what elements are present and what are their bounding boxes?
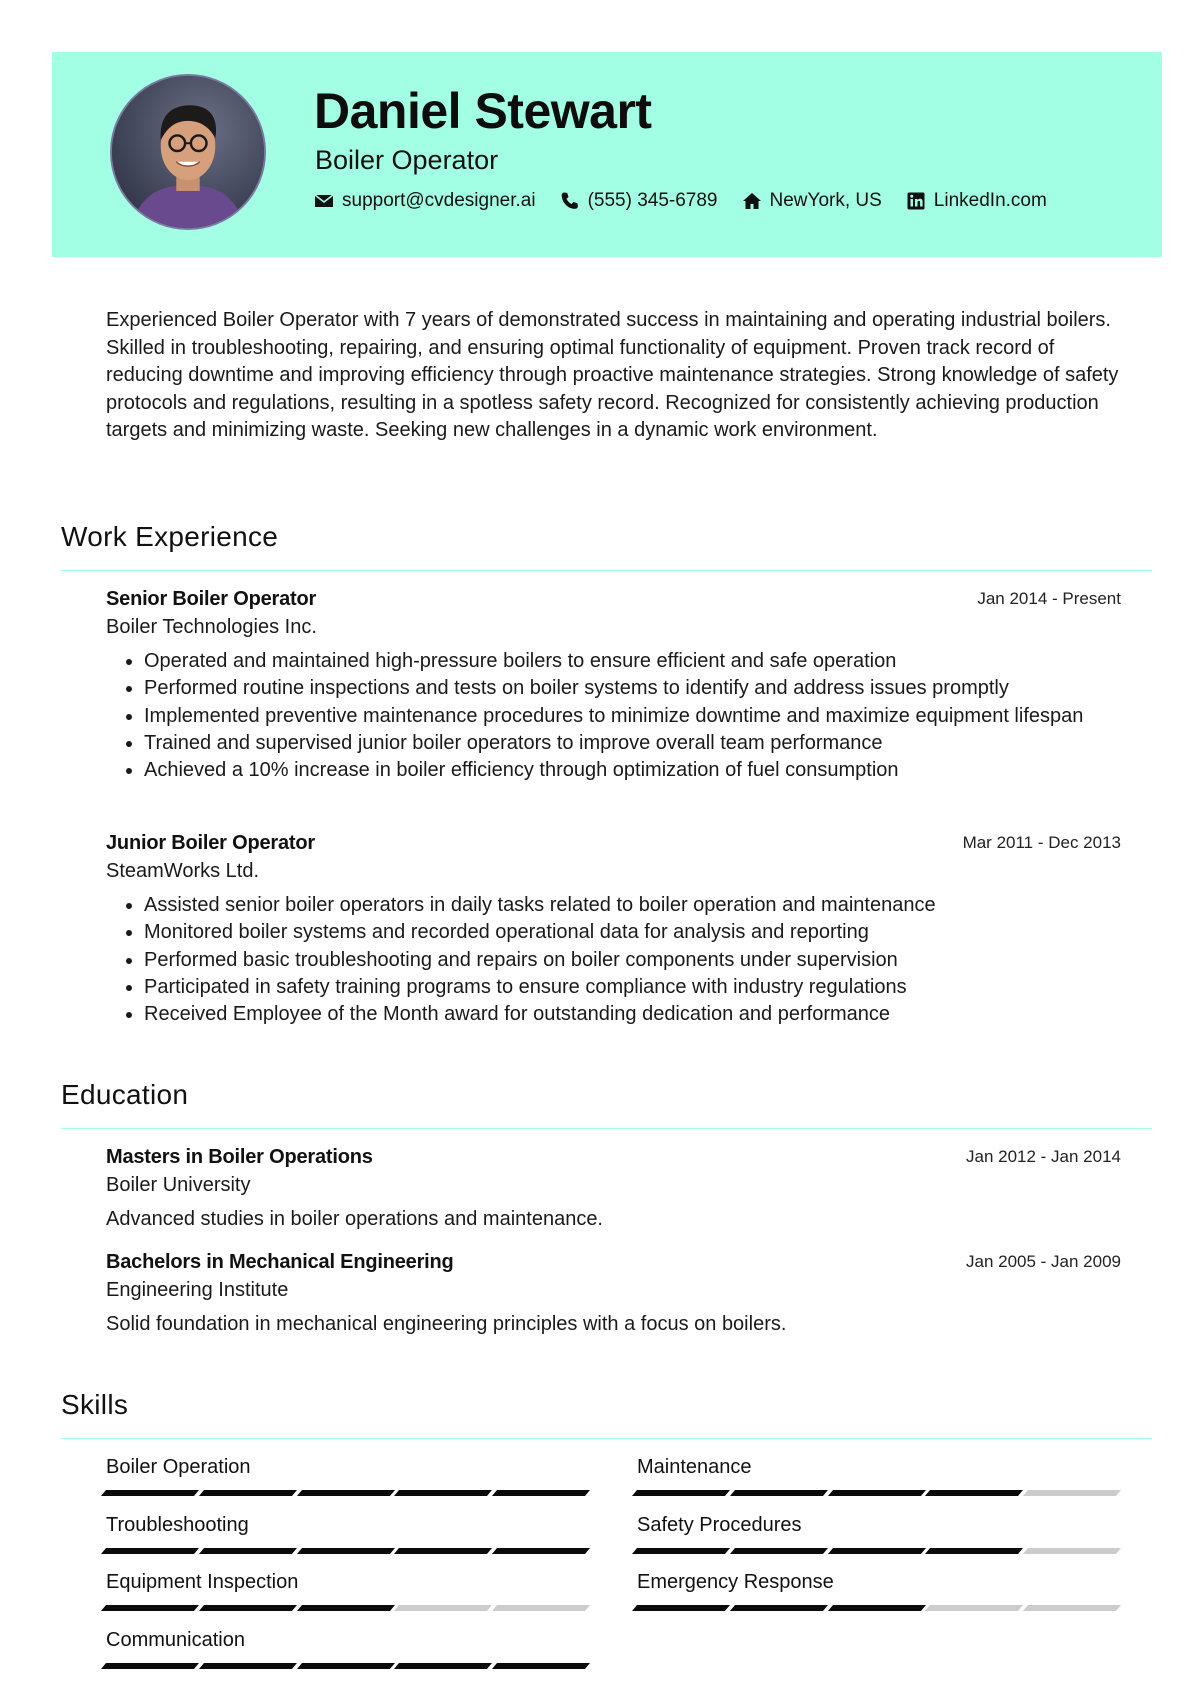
skill-segment-filled [101,1605,199,1611]
list-item: • Received Employee of the Month award for outstanding dedication and performance [144,1001,1121,1028]
skill-segment-filled [632,1490,730,1496]
job-title-text: Junior Boiler Operator [106,832,315,854]
job-bullets [106,648,1121,784]
contact-phone[interactable] [560,190,718,212]
skill-segment-filled [297,1490,395,1496]
list-item: • Participated in safety training programs to ensure compliance with industry regulations [144,974,1121,1001]
skill-segment-filled [199,1490,297,1496]
list-item: • Assisted senior boiler operators in daily tasks related to boiler operation and maintenance [144,892,1121,919]
list-item: • Operated and maintained high-pressure boilers to ensure efficient and safe operation [144,648,1121,675]
skill-name: Troubleshooting [106,1514,249,1536]
skill-segment-filled [730,1548,828,1554]
school-name: Engineering Institute [106,1279,289,1301]
contact-location [742,190,882,212]
education-entry [106,1146,1121,1231]
skill-item [106,1457,590,1496]
skill-level-bar [637,1605,1121,1611]
skill-name: Maintenance [637,1456,752,1478]
skill-segment-filled [297,1548,395,1554]
skill-segment-filled [297,1605,395,1611]
skill-item [106,1572,590,1611]
job-date: Jan 2014 - Present [977,589,1121,608]
section-divider [61,1438,1152,1439]
linkedin-text: LinkedIn.com [933,190,1047,211]
linkedin-icon [906,191,926,211]
education-heading: Education [61,1079,189,1110]
skill-level-bar [106,1548,590,1554]
education-description: Advanced studies in boiler operations and maintenance. [106,1208,603,1230]
degree-text: Masters in Boiler Operations [106,1146,373,1168]
job-entry [106,832,1121,1028]
avatar [110,74,266,230]
skill-segment-filled [199,1663,297,1669]
skill-segment-filled [730,1605,828,1611]
skill-segment-empty [925,1605,1023,1611]
skill-segment-filled [101,1548,199,1554]
profile-summary: Experienced Boiler Operator with 7 years of demonstrated success in maintaining and operating industrial boilers. Skilled in troubleshooting, repairing, and ensuring optimal functionality of equipment. Proven track record of reducing downtime and improving efficiency through proactive maintenance strategies. Strong knowledge of safety protocols and regulations, resulting in a spotless safety record. Recognized for consistently achieving production targets and minimizing waste. Seeking new challenges in a dynamic work environment. [106,309,1119,442]
education-entry [106,1251,1121,1336]
skill-item [637,1457,1121,1496]
skill-segment-filled [394,1663,492,1669]
education-date: Jan 2005 - Jan 2009 [965,1252,1121,1271]
list-item: • Performed routine inspections and tests on boiler systems to identify and address issues promptly [144,675,1121,702]
skill-name: Boiler Operation [106,1456,251,1478]
skill-segment-filled [199,1548,297,1554]
education-description: Solid foundation in mechanical engineering principles with a focus on boilers. [106,1313,787,1335]
work-experience-heading: Work Experience [61,521,279,552]
company-name: Boiler Technologies Inc. [106,616,317,638]
skill-item [637,1515,1121,1554]
job-date: Mar 2011 - Dec 2013 [962,833,1121,852]
skill-level-bar [106,1490,590,1496]
skill-segment-filled [394,1548,492,1554]
skill-segment-filled [828,1605,926,1611]
skill-segment-filled [632,1605,730,1611]
list-item: • Achieved a 10% increase in boiler efficiency through optimization of fuel consumption [144,757,1121,784]
skill-item [106,1630,590,1669]
education-date: Jan 2012 - Jan 2014 [965,1147,1121,1166]
job-title-text: Senior Boiler Operator [106,588,317,610]
skills-heading: Skills [61,1389,129,1420]
skill-name: Equipment Inspection [106,1571,299,1593]
skill-item [637,1572,1121,1611]
list-item: • Monitored boiler systems and recorded operational data for analysis and reporting [144,919,1121,946]
skill-segment-empty [492,1605,590,1611]
avatar-photo [112,76,264,228]
skill-segment-filled [101,1490,199,1496]
phone-text: (555) 345-6789 [587,190,718,211]
skill-segment-filled [199,1605,297,1611]
list-item: • Performed basic troubleshooting and repairs on boiler components under supervision [144,947,1121,974]
skill-level-bar [106,1663,590,1669]
skill-name: Safety Procedures [637,1514,802,1536]
job-entry [106,588,1121,784]
job-bullets [106,892,1121,1028]
skill-segment-filled [925,1548,1023,1554]
skill-item [106,1515,590,1554]
skill-name: Communication [106,1629,245,1651]
degree-text: Bachelors in Mechanical Engineering [106,1251,454,1273]
phone-icon [560,191,580,211]
skill-segment-filled [492,1663,590,1669]
skill-segment-empty [1023,1605,1121,1611]
skill-level-bar [637,1548,1121,1554]
school-name: Boiler University [106,1174,251,1196]
skill-segment-filled [492,1548,590,1554]
home-icon [742,191,762,211]
job-title: Boiler Operator [315,145,499,175]
skill-segment-filled [492,1490,590,1496]
section-divider [61,570,1152,571]
skill-name: Emergency Response [637,1571,834,1593]
location-text: NewYork, US [769,190,882,211]
skill-segment-filled [828,1490,926,1496]
header-banner [52,52,1162,257]
skill-segment-filled [297,1663,395,1669]
contact-linkedin[interactable] [906,190,1047,212]
skill-segment-empty [1023,1548,1121,1554]
skill-segment-empty [394,1605,492,1611]
contact-email[interactable] [314,190,536,212]
skill-segment-filled [730,1490,828,1496]
skill-segment-filled [828,1548,926,1554]
email-text: support@cvdesigner.ai [342,190,536,211]
skill-segment-filled [394,1490,492,1496]
skill-level-bar [637,1490,1121,1496]
company-name: SteamWorks Ltd. [106,860,260,882]
skill-segment-empty [1023,1490,1121,1496]
candidate-name: Daniel Stewart [314,83,652,139]
list-item: • Trained and supervised junior boiler operators to improve overall team performance [144,730,1121,757]
skill-level-bar [106,1605,590,1611]
skill-segment-filled [101,1663,199,1669]
envelope-icon [314,191,334,211]
skill-segment-filled [632,1548,730,1554]
contact-list [314,190,1047,212]
list-item: • Implemented preventive maintenance procedures to minimize downtime and maximize equipment lifespan [144,703,1121,730]
skill-segment-filled [925,1490,1023,1496]
section-divider [61,1128,1152,1129]
